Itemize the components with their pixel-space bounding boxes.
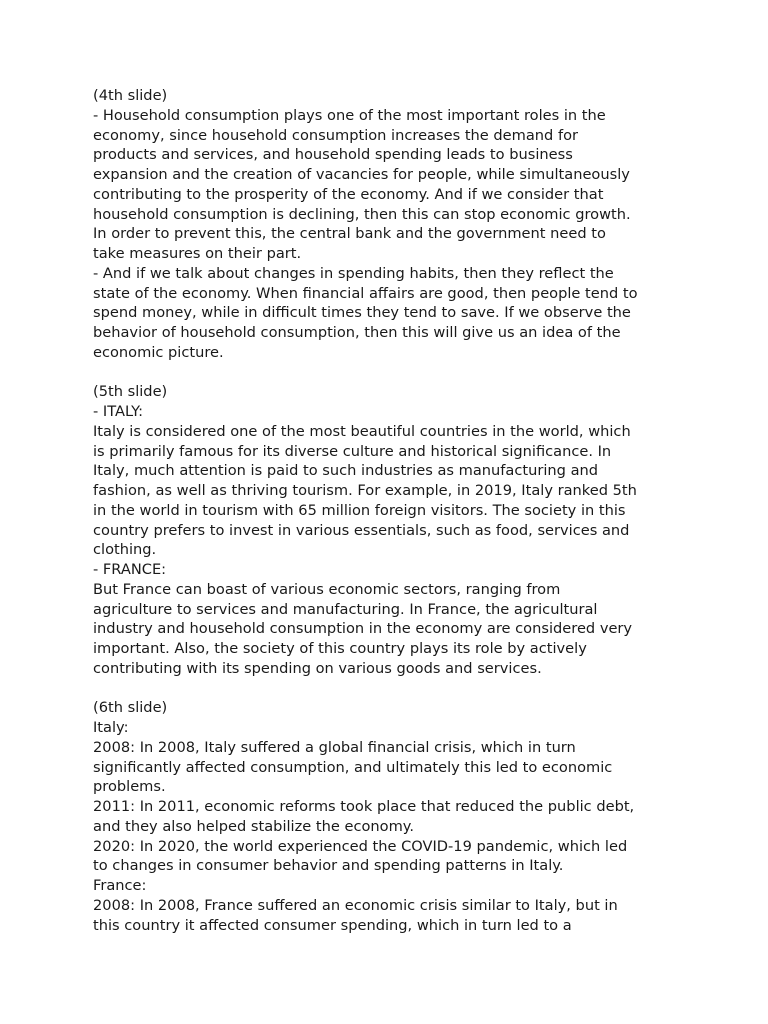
slide-4-heading: (4th slide) bbox=[93, 87, 168, 104]
paragraph-spacer bbox=[93, 679, 683, 699]
text-line: But France can boast of various economic sectors, ranging from bbox=[93, 580, 561, 598]
text-line: agriculture to services and manufacturing. In France, the agricultural bbox=[93, 600, 598, 618]
text-line: - FRANCE: bbox=[93, 561, 167, 578]
text-line: industry and household consumption in the economy are considered very bbox=[93, 620, 633, 638]
text-line: take measures on their part. bbox=[93, 245, 302, 262]
text-line: contributing with its spending on various goods and services. bbox=[93, 659, 542, 677]
slide-5-lines bbox=[93, 402, 683, 679]
text-line: behavior of household consumption, then this will give us an idea of the bbox=[93, 324, 621, 341]
text-line: 2020: In 2020, the world experienced the COVID-19 pandemic, which led bbox=[93, 837, 628, 855]
text-line: 2008: In 2008, France suffered an economic crisis similar to Italy, but in bbox=[93, 896, 618, 914]
text-line: fashion, as well as thriving tourism. For example, in 2019, Italy ranked 5th bbox=[93, 482, 637, 499]
text-line: economy, since household consumption increases the demand for bbox=[93, 126, 579, 144]
text-line: important. Also, the society of this country plays its role by actively bbox=[93, 640, 587, 657]
slide-5-heading: (5th slide) bbox=[93, 383, 168, 401]
text-line: - Household consumption plays one of the most important roles in the bbox=[93, 106, 606, 124]
text-line: this country it affected consumer spending, which in turn led to a bbox=[93, 916, 572, 934]
text-line: - ITALY: bbox=[93, 403, 144, 420]
slide-6-heading: (6th slide) bbox=[93, 699, 168, 717]
text-line: problems. bbox=[93, 778, 166, 796]
text-line: significantly affected consumption, and ultimately this led to economic bbox=[93, 758, 613, 776]
text-line: in the world in tourism with 65 million foreign visitors. The society in this bbox=[93, 501, 626, 519]
text-line: Italy is considered one of the most beautiful countries in the world, which bbox=[93, 422, 631, 440]
text-line: spend money, while in difficult times they tend to save. If we observe the bbox=[93, 304, 631, 322]
text-line: is primarily famous for its diverse culture and historical significance. In bbox=[93, 442, 612, 460]
text-line: products and services, and household spending leads to business bbox=[93, 146, 573, 164]
text-line: France: bbox=[93, 877, 147, 894]
text-line: - And if we talk about changes in spending habits, then they reflect the bbox=[93, 264, 614, 282]
text-line: state of the economy. When financial affairs are good, then people tend to bbox=[93, 284, 638, 302]
document-body bbox=[93, 86, 683, 935]
text-line: Italy, much attention is paid to such industries as manufacturing and bbox=[93, 462, 599, 480]
slide-5-section bbox=[93, 382, 683, 678]
text-line: In order to prevent this, the central bank and the government need to bbox=[93, 225, 606, 243]
text-line: household consumption is declining, then this can stop economic growth. bbox=[93, 205, 631, 223]
text-line: to changes in consumer behavior and spending patterns in Italy. bbox=[93, 857, 564, 875]
text-line: Italy: bbox=[93, 719, 129, 736]
slide-6-section bbox=[93, 698, 683, 935]
text-line: 2011: In 2011, economic reforms took place that reduced the public debt, bbox=[93, 798, 635, 815]
text-line: contributing to the prosperity of the economy. And if we consider that bbox=[93, 185, 604, 203]
slide-6-lines bbox=[93, 718, 683, 935]
paragraph-spacer bbox=[93, 363, 683, 383]
slide-4-lines bbox=[93, 106, 683, 363]
text-line: and they also helped stabilize the economy. bbox=[93, 817, 414, 835]
text-line: economic picture. bbox=[93, 343, 224, 361]
text-line: country prefers to invest in various essentials, such as food, services and bbox=[93, 521, 630, 539]
text-line: 2008: In 2008, Italy suffered a global financial crisis, which in turn bbox=[93, 738, 576, 756]
slide-4-section bbox=[93, 86, 683, 363]
text-line: expansion and the creation of vacancies for people, while simultaneously bbox=[93, 166, 630, 183]
text-line: clothing. bbox=[93, 541, 157, 559]
